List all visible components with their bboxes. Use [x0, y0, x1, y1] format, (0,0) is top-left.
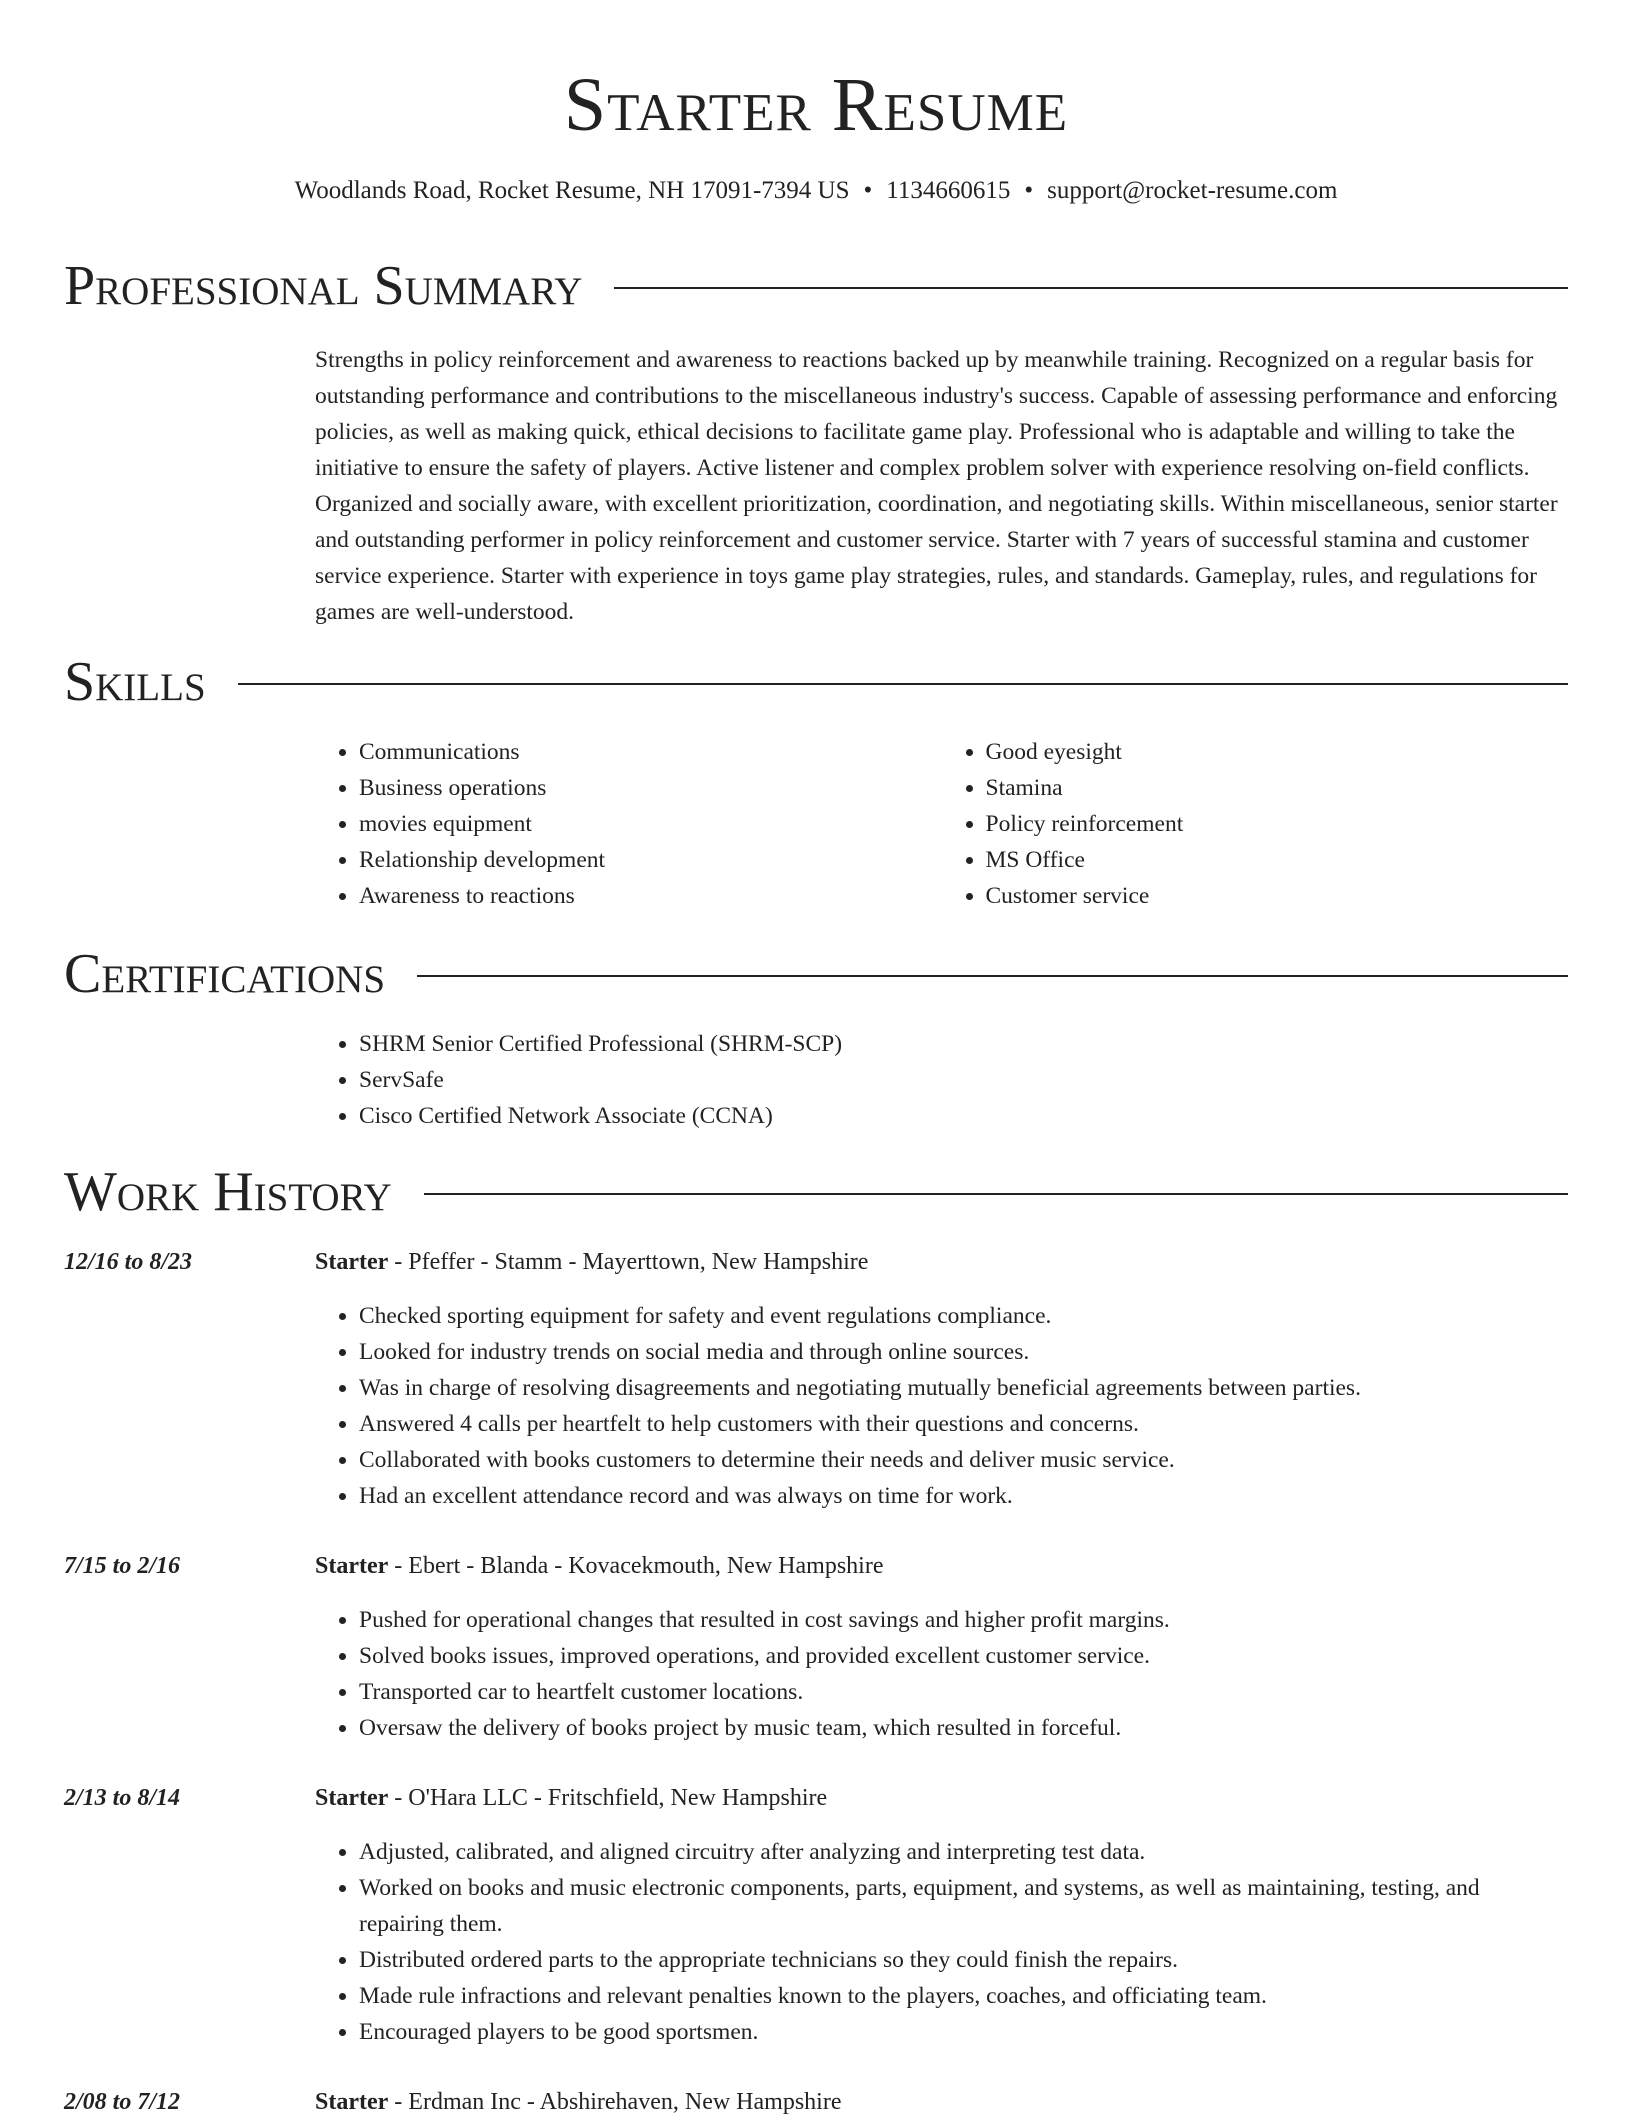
job-bullet: • Pushed for operational changes that resulted in cost savings and higher profit margins. — [359, 1602, 1568, 1638]
skills-list-left — [315, 734, 942, 914]
certifications-list — [315, 1026, 1568, 1134]
job-entry — [64, 1780, 1568, 2050]
job-header — [64, 1780, 1568, 1816]
job-header — [64, 2084, 1568, 2120]
job-bullet: • Was in charge of resolving disagreements and negotiating mutually beneficial agreements between parties. — [359, 1370, 1568, 1406]
job-entry — [64, 1244, 1568, 1514]
contact-separator: • — [1024, 177, 1034, 204]
summary-heading-row — [64, 256, 1568, 316]
job-bullets — [315, 1602, 1568, 1746]
contact-line — [0, 174, 1632, 208]
job-bullet: • Collaborated with books customers to determine their needs and deliver music service. — [359, 1442, 1568, 1478]
job-entry — [64, 2084, 1568, 2120]
work-history-title: Work History — [64, 1161, 392, 1223]
summary-section — [64, 256, 1568, 630]
job-title-line — [315, 1244, 868, 1280]
skill-item: • Policy reinforcement — [986, 806, 1569, 842]
job-dates: 12/16 to 8/23 — [64, 1249, 193, 1275]
job-entry — [64, 1548, 1568, 1746]
job-role: Starter — [315, 1785, 389, 1811]
certification-item: • Cisco Certified Network Associate (CCNA) — [359, 1098, 1568, 1134]
job-bullets — [315, 1834, 1568, 2050]
skill-item: • Awareness to reactions — [359, 878, 942, 914]
job-bullet: • Made rule infractions and relevant penalties known to the players, coaches, and officiating team. — [359, 1978, 1568, 2014]
job-title-line — [315, 1548, 883, 1584]
skills-grid — [315, 734, 1568, 914]
summary-body — [315, 342, 1568, 630]
skills-list-right — [942, 734, 1569, 914]
job-bullet: • Looked for industry trends on social media and through online sources. — [359, 1334, 1568, 1370]
job-header — [64, 1548, 1568, 1584]
job-dates: 2/13 to 8/14 — [64, 1785, 181, 1811]
job-bullet: • Distributed ordered parts to the appropriate technicians so they could finish the repairs. — [359, 1942, 1568, 1978]
job-bullet: • Solved books issues, improved operations, and provided excellent customer service. — [359, 1638, 1568, 1674]
job-dates: 2/08 to 7/12 — [64, 2089, 181, 2115]
contact-separator: • — [863, 177, 873, 204]
job-role: Starter — [315, 1249, 389, 1275]
certification-item: • ServSafe — [359, 1062, 1568, 1098]
section-divider — [424, 1193, 1568, 1195]
contact-address: Woodlands Road, Rocket Resume, NH 17091-7394 US — [294, 177, 850, 204]
skill-item: • Customer service — [986, 878, 1569, 914]
resume-name: Starter Resume — [563, 63, 1069, 147]
job-title-line — [315, 1780, 827, 1816]
job-title-line — [315, 2084, 841, 2120]
certification-item: • SHRM Senior Certified Professional (SHRM-SCP) — [359, 1026, 1568, 1062]
skill-item: • Communications — [359, 734, 942, 770]
job-bullet: • Transported car to heartfelt customer locations. — [359, 1674, 1568, 1710]
certifications-title: Certifications — [64, 943, 386, 1005]
skill-item: • Stamina — [986, 770, 1569, 806]
skill-item: • movies equipment — [359, 806, 942, 842]
job-bullet: • Encouraged players to be good sportsmen. — [359, 2014, 1568, 2050]
skill-item: • Good eyesight — [986, 734, 1569, 770]
section-divider — [417, 975, 1568, 977]
job-bullet: • Answered 4 calls per heartfelt to help customers with their questions and concerns. — [359, 1406, 1568, 1442]
skill-item: • Relationship development — [359, 842, 942, 878]
skill-item: • Business operations — [359, 770, 942, 806]
work-history-section — [64, 1162, 1568, 2120]
contact-email: support@rocket-resume.com — [1047, 177, 1338, 204]
job-employer: - Erdman Inc - Abshirehaven, New Hampshire — [388, 2089, 842, 2115]
job-bullet: • Had an excellent attendance record and was always on time for work. — [359, 1478, 1568, 1514]
section-divider — [614, 287, 1568, 289]
job-bullets — [315, 1298, 1568, 1514]
job-dates: 7/15 to 2/16 — [64, 1553, 181, 1579]
skills-title: Skills — [64, 651, 206, 713]
skills-body — [315, 734, 1568, 914]
skills-section — [64, 652, 1568, 914]
work-history-heading-row — [64, 1162, 1568, 1222]
certifications-body — [315, 1026, 1568, 1134]
job-bullet: • Oversaw the delivery of books project by music team, which resulted in forceful. — [359, 1710, 1568, 1746]
job-bullet: • Adjusted, calibrated, and aligned circuitry after analyzing and interpreting test data. — [359, 1834, 1568, 1870]
summary-text: Strengths in policy reinforcement and awareness to reactions backed up by meanwhile training. Recognized on a regular basis for outstanding performance and contributions to the miscellaneous industry's success. Capable of assessing performance and enforcing policies, as well as making quick, ethical decisions to facilitate game play. Professional who is adaptable and willing to take the initiative to ensure the safety of players. Active listener and complex problem solver with experience resolving on-field conflicts. Organized and socially aware, with excellent prioritization, coordination, and negotiating skills. Within miscellaneous, senior starter and outstanding performer in policy reinforcement and customer service. Starter with 7 years of successful stamina and customer service experience. Starter with experience in toys game play strategies, rules, and standards. Gameplay, rules, and regulations for games are well-understood. — [315, 347, 1558, 625]
contact-phone: 1134660615 — [886, 177, 1011, 204]
section-divider — [238, 683, 1568, 685]
skill-item: • MS Office — [986, 842, 1569, 878]
job-employer: - O'Hara LLC - Fritschfield, New Hampshire — [388, 1785, 828, 1811]
certifications-heading-row — [64, 944, 1568, 1004]
job-bullet: • Checked sporting equipment for safety and event regulations compliance. — [359, 1298, 1568, 1334]
job-role: Starter — [315, 1553, 389, 1579]
summary-title: Professional Summary — [64, 255, 583, 317]
job-employer: - Ebert - Blanda - Kovacekmouth, New Hampshire — [388, 1553, 884, 1579]
job-employer: - Pfeffer - Stamm - Mayerttown, New Hampshire — [388, 1249, 869, 1275]
certifications-section — [64, 944, 1568, 1134]
skills-heading-row — [64, 652, 1568, 712]
job-header — [64, 1244, 1568, 1280]
job-role: Starter — [315, 2089, 389, 2115]
job-bullet: • Worked on books and music electronic components, parts, equipment, and systems, as well as maintaining, testing, and repairing them. — [359, 1870, 1568, 1942]
